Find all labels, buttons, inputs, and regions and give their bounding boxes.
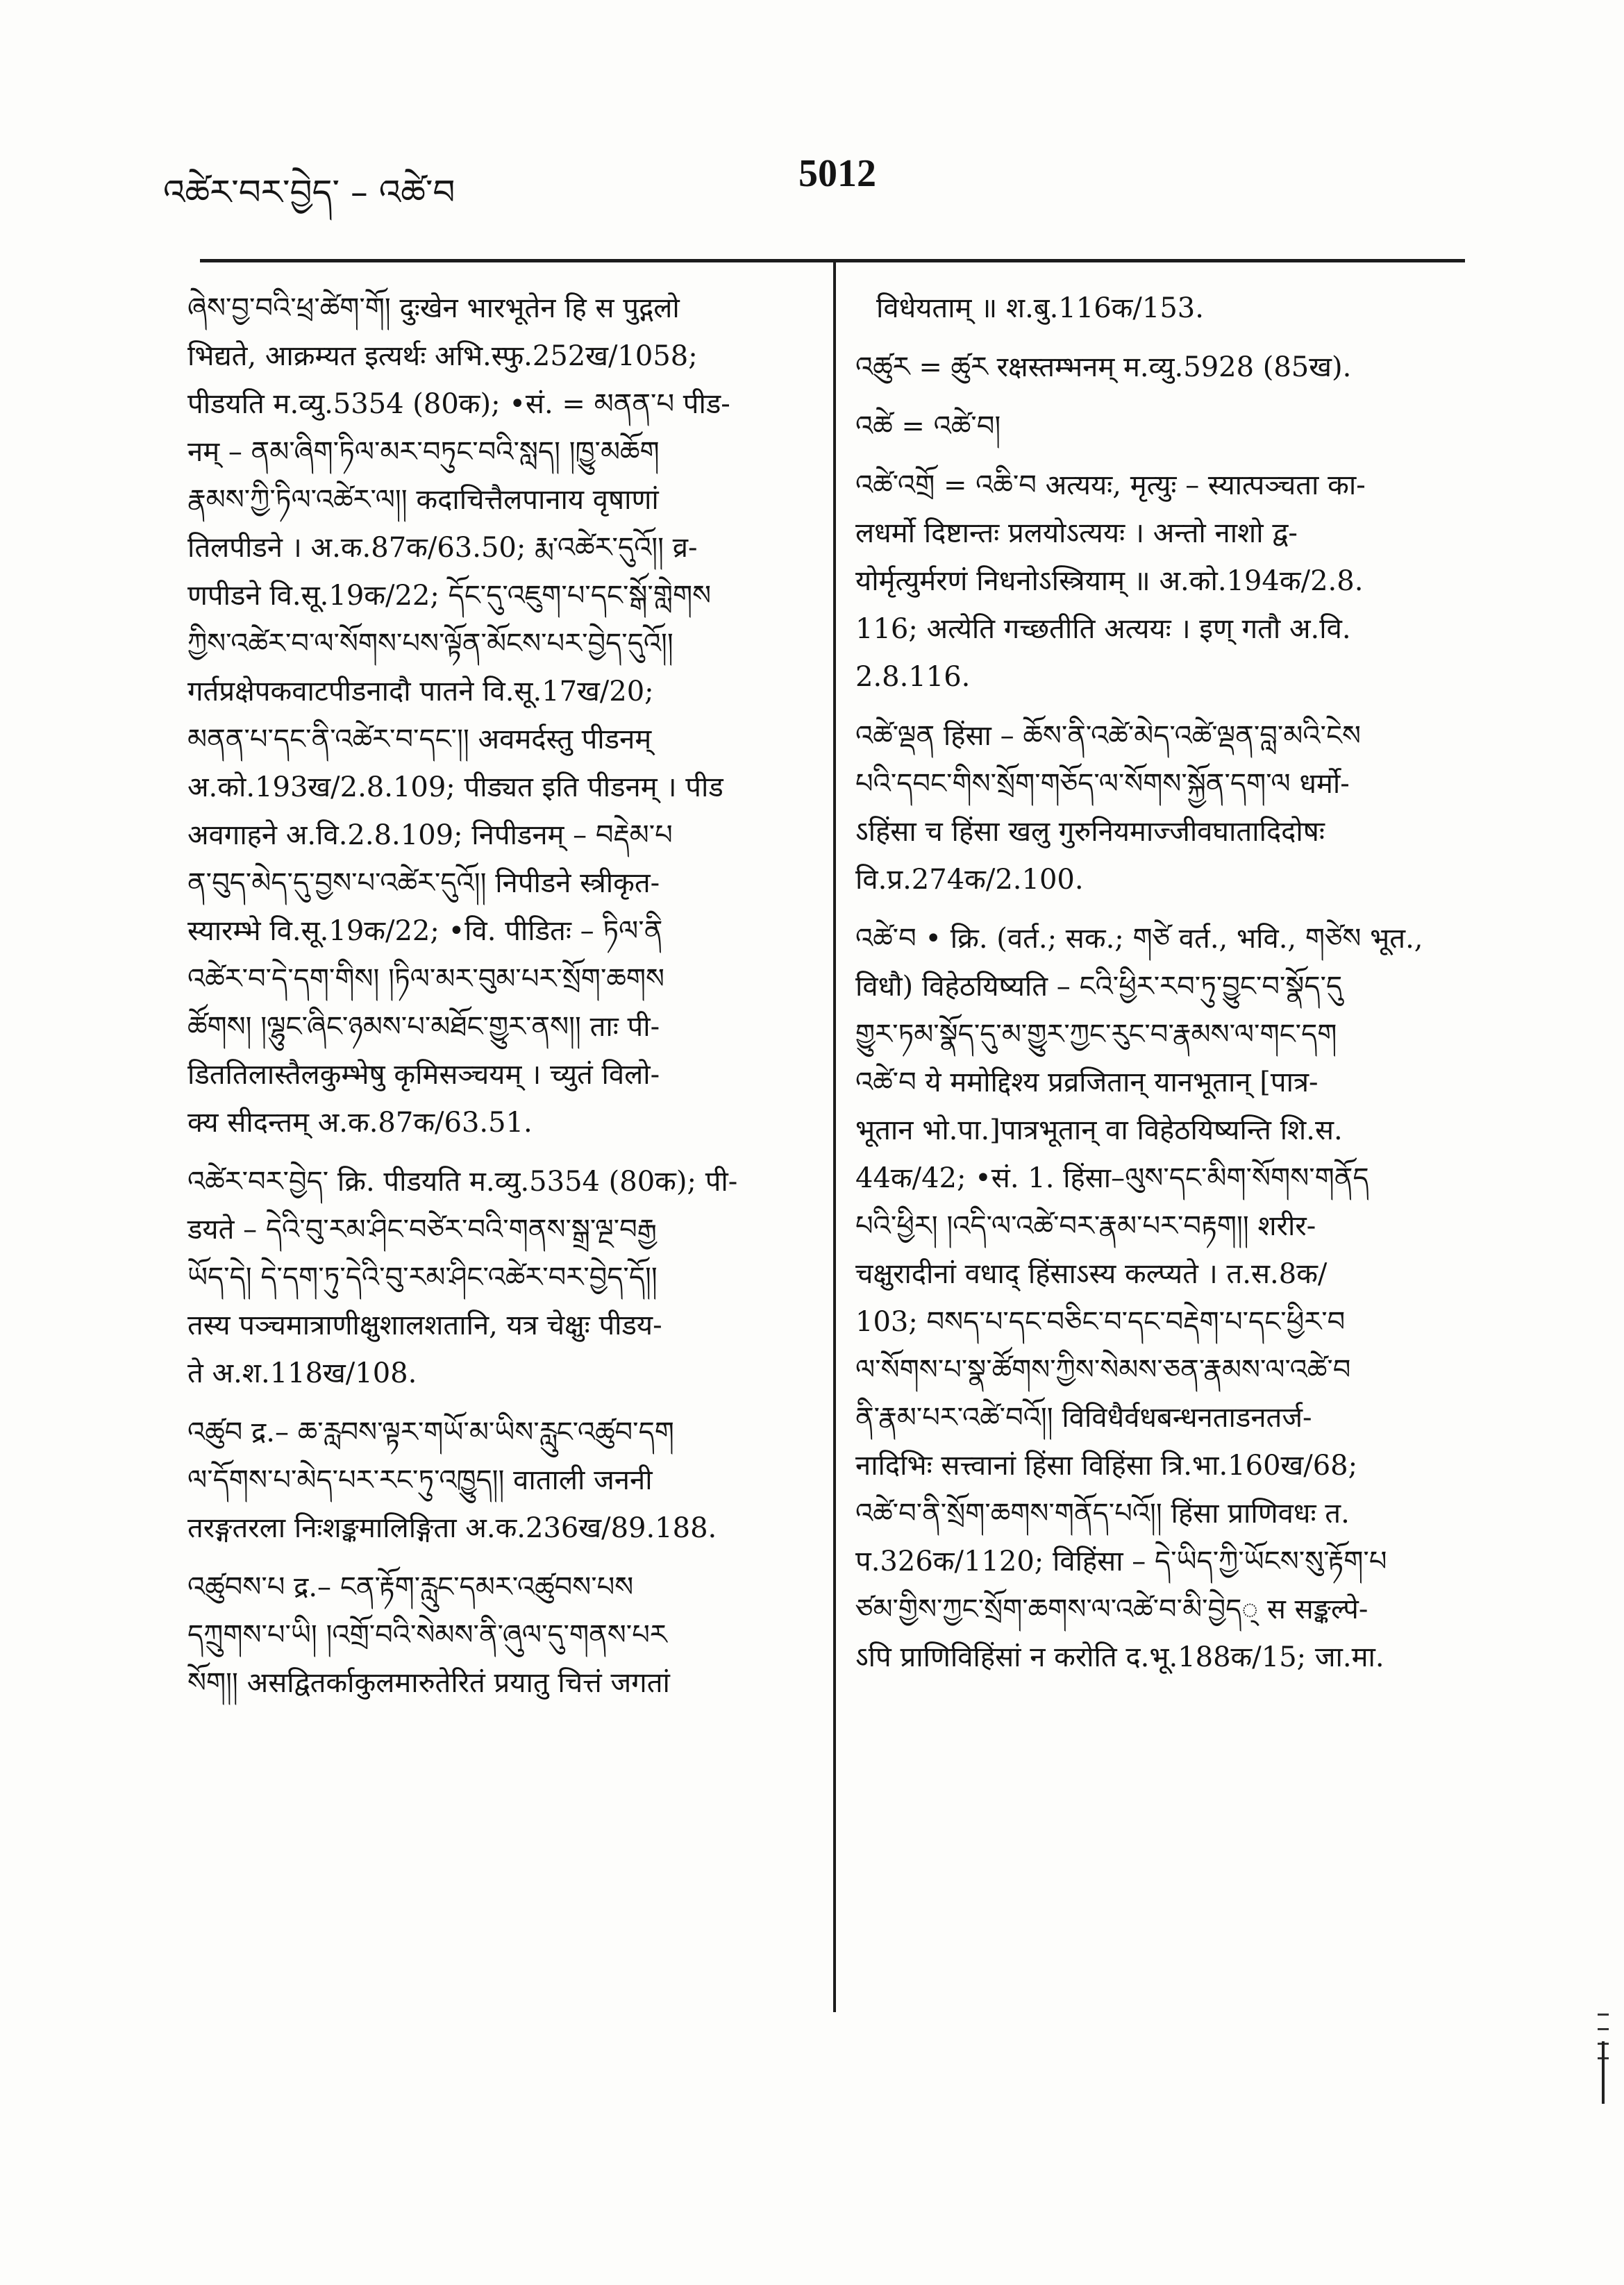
entry-line: ते अ.श.118ख/108. bbox=[187, 1357, 417, 1389]
entry-line: སོག།། असद्वितर्काकुलमारुतेरितं प्रयातु चित्तं जगतां bbox=[187, 1667, 670, 1699]
entry-line: གྱུར་ཏམ་སྣོད་དུ་མ་གྱུར་ཀྱང་རུང་བ་རྣམས་ལ་གང་དག bbox=[855, 1019, 1337, 1051]
dictionary-entry bbox=[187, 1564, 798, 1707]
entry-line: ऽपि प्राणिविहिंसां न करोति द.भू.188क/15; जा.मा. bbox=[855, 1641, 1384, 1673]
entry-line: डिततिलास्तैलकुम्भेषु कृमिसञ्चयम् । च्युतं विलो- bbox=[187, 1059, 660, 1091]
entry-line: नम् – ནམ་ཞིག་ཏིལ་མར་བཏུང་བའི་སླད། །ཁྱུ་མཆོག bbox=[187, 436, 660, 468]
entry-line: ལ་དོགས་པ་མེད་པར་རང་ཏུ་འཁྱུད།། वाताली जननी bbox=[187, 1464, 653, 1496]
entry-line: འཚེར་བ་དེ་དག་གིས། །ཏིལ་མར་བུམ་པར་སྲོག་ཆགས bbox=[187, 963, 664, 995]
entry-line: ཚོགས། །ལྷུང་ཞིང་ཉམས་པ་མཐོང་གྱུར་ནས།། ताः पी- bbox=[187, 1011, 660, 1043]
entry-line: ཀྱིས་འཚེར་བ་ལ་སོགས་པས་ལྟོན་མོངས་པར་བྱེད་དུའོ།། bbox=[187, 628, 673, 660]
right-column bbox=[855, 285, 1466, 1693]
running-head: འཚེར་བར་བྱེད་ – འཚེ་བ bbox=[163, 172, 455, 212]
entry-line: འཚུབ द्र.– ཆ་རླབས་ལྟར་གཡོ་མ་ཡིས་རླུང་འཚུབ་དག bbox=[187, 1416, 674, 1448]
page-header bbox=[0, 0, 1624, 264]
entry-line: 2.8.116. bbox=[855, 661, 971, 693]
dictionary-entry bbox=[187, 1409, 798, 1552]
entry-line: དཀྲུགས་པ་ཡི། །འགྲོ་བའི་སེམས་ནི་ཞུལ་དུ་གནས་པར bbox=[187, 1619, 667, 1651]
entry-line: अवगाहने अ.वि.2.8.109; निपीडनम् – བརྡེམ་པ bbox=[187, 819, 673, 851]
entry-line: भिद्यते, आक्रम्यत इत्यर्थः अभि.स्फु.252ख/1058; bbox=[187, 340, 698, 372]
dictionary-entry bbox=[187, 1158, 798, 1398]
column-divider bbox=[833, 262, 836, 2012]
entry-line: འཚེ་ལྡན हिंसा – ཆོས་ནི་འཚེ་མེད་འཚེ་ལྡན་བླ་མའི་ངེས bbox=[855, 720, 1362, 752]
entry-line: འཚེ་བ་ནི་སྲོག་ཆགས་གནོད་པའོ།། हिंसा प्राणिवधः त. bbox=[855, 1498, 1350, 1530]
entry-line: འཚེ་བ • क्रि. (वर्त.; सक.; གཙེ वर्त., भवि., གཙེས भूत., bbox=[855, 923, 1423, 955]
entry-line: णपीडने वि.सू.19क/22; དོང་དུ་འཇུག་པ་དང་སྒོ་གླེགས bbox=[187, 580, 712, 612]
entry-line: लधर्मो दिष्टान्तः प्रलयोऽत्ययः । अन्तो नाशो द्व- bbox=[855, 517, 1298, 549]
entry-line: डयते – དེའི་བུ་རམ་ཤིང་བཙེར་བའི་གནས་སྒྲ་ལྔ་བརྒྱ bbox=[187, 1214, 657, 1246]
entry-line: तस्य पञ्चमात्राणीक्षुशालशतानि, यत्र चेक्षुः पीडय- bbox=[187, 1309, 662, 1341]
page-number: 5012 bbox=[798, 152, 876, 195]
entry-line: ཞེས་བྱ་བའི་ཕྲ་ཚེག་གོ། दुःखेन भारभूतेन हि स पुद्गलो bbox=[187, 292, 680, 324]
entry-line: འཚེར་བར་བྱེད་ क्रि. पीडयति म.व्यु.5354 (80क); पी- bbox=[187, 1166, 738, 1198]
margin-marks bbox=[1598, 2014, 1609, 2222]
entry-line: पीडयति म.व्यु.5354 (80क); •सं. = མནན་པ पीड- bbox=[187, 388, 730, 420]
entry-line: चक्षुरादीनां वधाद् हिंसाऽस्य कल्प्यते । त.स.8क/ bbox=[855, 1258, 1328, 1290]
entry-line: པའི་ཕྱིར། །འདི་ལ་འཚེ་བར་རྣམ་པར་བརྟག།། शरीर- bbox=[855, 1210, 1316, 1242]
entry-line: भूतान भो.पा.]पात्रभूतान् वा विहेठयिष्यन्ति शि.स. bbox=[855, 1114, 1343, 1146]
entry-line: འཚེ་བ ये ममोद्दिश्य प्रव्रजितान् यानभूतान् [पात्र- bbox=[855, 1066, 1319, 1098]
entry-line: विधेयताम् ॥ श.बु.116क/153. bbox=[876, 292, 1204, 324]
dictionary-entry bbox=[187, 285, 798, 1147]
dictionary-entry bbox=[855, 285, 1466, 333]
header-rule bbox=[200, 259, 1465, 262]
entry-line: नादिभिः सत्त्वानां हिंसा विहिंसा त्रि.भा.160ख/68; bbox=[855, 1450, 1358, 1482]
entry-line: ཡོད་དེ། དེ་དག་ཏུ་དེའི་བུ་རམ་ཤིང་འཚེར་བར་བྱེད་དོ།། bbox=[187, 1262, 658, 1294]
entry-line: ऽहिंसा च हिंसा खलु गुरुनियमाज्जीवघातादिदोषः bbox=[855, 816, 1325, 848]
dictionary-entry bbox=[855, 403, 1466, 451]
entry-line: तरङ्गतरला निःशङ्कमालिङ्गिता अ.क.236ख/89.188. bbox=[187, 1512, 717, 1544]
dictionary-entry bbox=[855, 915, 1466, 1682]
entry-line: འཚུར = ཚུར रक्षस्तम्भनम् म.व्यु.5928 (85ख). bbox=[855, 351, 1352, 383]
left-column bbox=[187, 285, 798, 1718]
entry-line: ན་བུད་མེད་དུ་བྱས་པ་འཚེར་དུའོ།། निपीडने स्त्रीकृत- bbox=[187, 867, 660, 899]
entry-line: योर्मृत्युर्मरणं निधनोऽस्त्रियाम् ॥ अ.को.194क/2.8. bbox=[855, 565, 1364, 597]
dictionary-entry bbox=[855, 462, 1466, 701]
entry-line: པའི་དབང་གིས་སྲོག་གཅོད་ལ་སོགས་སྐྱོན་དག་ལ धर्मो- bbox=[855, 768, 1350, 800]
entry-line: མནན་པ་དང་ནི་འཚེར་བ་དང་།། अवमर्दस्तु पीडनम् bbox=[187, 723, 652, 755]
entry-line: गर्तप्रक्षेपकवाटपीडनादौ पातने वि.सू.17ख/20; bbox=[187, 676, 654, 708]
entry-line: तिलपीडने । अ.क.87क/63.50; རྨ་འཚེར་དུའོ།། व्र- bbox=[187, 532, 698, 564]
entry-line: प.326क/1120; विहिंसा – དེ་ཡིད་ཀྱི་ཡོངས་སུ་རྟོག་པ bbox=[855, 1546, 1387, 1577]
entry-line: वि.प्र.274क/2.100. bbox=[855, 864, 1084, 896]
entry-line: འཚེ = འཚེ་བ། bbox=[855, 410, 1001, 442]
entry-line: 103; བསད་པ་དང་བཅིང་བ་དང་བརྡེག་པ་དང་ཕྱིར་བ bbox=[855, 1306, 1346, 1338]
entry-line: ལ་སོགས་པ་སྣ་ཚོགས་ཀྱིས་སེམས་ཅན་རྣམས་ལ་འཚེ་བ bbox=[855, 1354, 1351, 1386]
entry-line: འཚུབས་པ द्र.– ངན་རྟོག་རླུང་དམར་འཚུབས་པས bbox=[187, 1571, 634, 1603]
entry-line: क्य सीदन्तम् अ.क.87क/63.51. bbox=[187, 1107, 533, 1139]
entry-line: 116; अत्येति गच्छतीति अत्ययः । इण् गतौ अ.वि. bbox=[855, 613, 1351, 645]
entry-line: अ.को.193ख/2.8.109; पीड्यत इति पीडनम् । पीड bbox=[187, 771, 723, 803]
entry-line: འཚེ་འགྲོ = འཆི་བ अत्ययः, मृत्युः – स्यात्पञ्चता का- bbox=[855, 469, 1366, 501]
entry-line: 44क/42; •सं. 1. हिंसा–ལུས་དང་མིག་སོགས་གནོད bbox=[855, 1162, 1369, 1194]
entry-line: विधौ) विहेठयिष्यति – ངའི་ཕྱིར་རབ་ཏུ་བྱུང་བ་སྣོད་དུ bbox=[855, 971, 1343, 1003]
entry-line: རྣམས་ཀྱི་ཏིལ་འཚེར་ལ།། कदाचित्तैलपानाय वृषाणां bbox=[187, 484, 659, 516]
dictionary-entry bbox=[855, 712, 1466, 904]
entry-line: ནི་རྣམ་པར་འཚེ་བའོ།། विविधैर्वधबन्धनताडनतर्ज- bbox=[855, 1402, 1312, 1434]
entry-line: ཙམ་གྱིས་ཀྱང་སྲོག་ཆགས་ལ་འཚེ་བ་མི་བྱེད् स सङ्कल्पे- bbox=[855, 1593, 1368, 1625]
dictionary-entry bbox=[855, 344, 1466, 392]
entry-line: स्यारम्भे वि.सू.19क/22; •वि. पीडितः – ཏིལ་ནི bbox=[187, 915, 663, 947]
